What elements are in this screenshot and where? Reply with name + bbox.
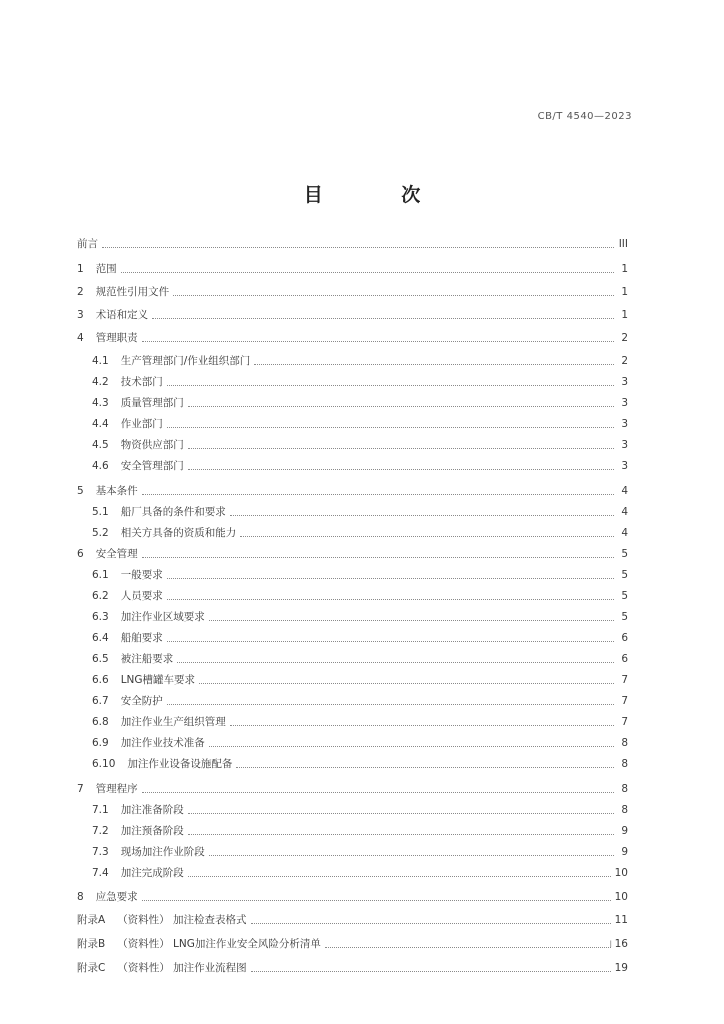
toc-entry[interactable]: [92, 526, 628, 540]
toc-entry-number: 附录A: [77, 914, 106, 926]
toc-entry-label: 加注准备阶段: [120, 804, 184, 816]
toc-entry-page: 9: [621, 846, 628, 858]
toc-entry-label: 一般要求: [120, 569, 163, 581]
toc-entry-number: 1: [77, 263, 84, 275]
toc-entry[interactable]: [92, 715, 628, 729]
toc-entry-number: 4.4: [92, 418, 109, 430]
toc-entry[interactable]: [77, 913, 628, 927]
toc-leader-dots: [142, 899, 611, 901]
toc-entry-page: 5: [621, 569, 628, 581]
toc-entry-page: 1: [621, 286, 628, 298]
toc-entry-number: 5.2: [92, 527, 109, 539]
toc-leader-dots: [188, 812, 614, 814]
toc-entry-label: LNG槽罐车要求: [120, 674, 196, 686]
toc-entry[interactable]: [92, 845, 628, 859]
toc-leader-dots: [102, 246, 614, 248]
toc-leader-dots: [240, 535, 614, 537]
toc-entry-page: 10: [614, 891, 628, 903]
toc-entry-page: 4: [621, 527, 628, 539]
toc-entry[interactable]: [92, 459, 628, 473]
toc-entry-number: 6.9: [92, 737, 109, 749]
toc-entry-label: 被注船要求: [120, 653, 174, 665]
toc-entry-number: 2: [77, 286, 84, 298]
toc-leader-dots: [230, 514, 614, 516]
toc-entry-page: 3: [621, 376, 628, 388]
toc-leader-dots: [209, 619, 614, 621]
toc-entry-page: 5: [621, 590, 628, 602]
toc-entry-label: （资料性） LNG加注作业安全风险分析清单: [117, 938, 321, 950]
toc-entry-page: 3: [621, 439, 628, 451]
toc-entry-page: 19: [614, 962, 628, 974]
toc-entry[interactable]: [92, 505, 628, 519]
toc-entry-number: 6.7: [92, 695, 109, 707]
toc-entry[interactable]: [92, 396, 628, 410]
toc-entry-label: 船厂具备的条件和要求: [120, 506, 226, 518]
toc-entry-number: 6.3: [92, 611, 109, 623]
toc-entry[interactable]: [92, 417, 628, 431]
toc-leader-dots: [188, 405, 614, 407]
toc-entry[interactable]: [77, 961, 628, 975]
toc-leader-dots: [236, 766, 614, 768]
toc-entry-page: 7: [621, 695, 628, 707]
toc-entry-number: 附录C: [77, 962, 106, 974]
toc-leader-dots: [167, 640, 614, 642]
toc-entry-label: 现场加注作业阶段: [120, 846, 205, 858]
toc-entry-page: 6: [621, 653, 628, 665]
toc-leader-dots: [325, 946, 611, 948]
toc-entry[interactable]: [77, 262, 628, 276]
toc-entry-number: 5.1: [92, 506, 109, 518]
toc-leader-dots: [188, 875, 611, 877]
toc-entry-page: 5: [621, 548, 628, 560]
toc-entry-number: 7.1: [92, 804, 109, 816]
toc-leader-dots: [167, 598, 614, 600]
toc-entry[interactable]: [77, 285, 628, 299]
toc-entry-label: 应急要求: [95, 891, 138, 903]
toc-leader-dots: [152, 317, 614, 319]
toc-entry-label: （资料性） 加注检查表格式: [117, 914, 247, 926]
toc-entry-label: 术语和定义: [95, 309, 149, 321]
toc-entry[interactable]: [77, 937, 628, 951]
toc-entry-page: 8: [621, 783, 628, 795]
toc-entry-page: 8: [621, 737, 628, 749]
toc-entry-label: 质量管理部门: [120, 397, 184, 409]
toc-entry-number: 6.4: [92, 632, 109, 644]
toc-entry-number: 6.10: [92, 758, 116, 770]
toc-entry-label: 加注预备阶段: [120, 825, 184, 837]
toc-entry-page: 16: [614, 938, 628, 950]
toc-leader-dots: [230, 724, 614, 726]
toc-entry[interactable]: [92, 652, 628, 666]
toc-entry[interactable]: [92, 803, 628, 817]
toc-entry-label: 加注作业技术准备: [120, 737, 205, 749]
toc-entry-page: 4: [621, 506, 628, 518]
toc-entry[interactable]: [77, 237, 628, 251]
toc-entry-page: 7: [621, 674, 628, 686]
toc-leader-dots: [167, 577, 614, 579]
toc-leader-dots: [177, 661, 614, 663]
toc-entry[interactable]: [92, 354, 628, 368]
toc-entry-number: 6.8: [92, 716, 109, 728]
toc-entry-page: 3: [621, 460, 628, 472]
toc-entry[interactable]: [92, 568, 628, 582]
toc-entry-page: 11: [614, 914, 628, 926]
toc-entry-label: 规范性引用文件: [95, 286, 170, 298]
toc-entry-page: 8: [621, 804, 628, 816]
toc-entry-label: 前言: [77, 238, 98, 250]
toc-leader-dots: [142, 556, 614, 558]
toc-entry-page: 9: [621, 825, 628, 837]
toc-entry-label: （资料性） 加注作业流程图: [117, 962, 247, 974]
toc-leader-dots: [142, 340, 614, 342]
toc-entry-number: 6.5: [92, 653, 109, 665]
toc-entry-label: 作业部门: [120, 418, 163, 430]
toc-entry-number: 6.2: [92, 590, 109, 602]
toc-entry-page: 5: [621, 611, 628, 623]
toc-leader-dots: [251, 970, 611, 972]
toc-leader-dots: [188, 468, 614, 470]
toc-entry-number: 4.5: [92, 439, 109, 451]
toc-entry-number: 4.1: [92, 355, 109, 367]
toc-entry[interactable]: [77, 547, 628, 561]
toc-entry-label: 加注作业生产组织管理: [120, 716, 226, 728]
toc-entry-number: 4: [77, 332, 84, 344]
toc-entry-number: 7.4: [92, 867, 109, 879]
toc-entry-number: 4.2: [92, 376, 109, 388]
toc-entry-label: 范围: [95, 263, 117, 275]
toc-entry-page: 3: [621, 418, 628, 430]
toc-entry-page: 7: [621, 716, 628, 728]
toc-entry[interactable]: [92, 824, 628, 838]
toc-entry-number: 4.6: [92, 460, 109, 472]
toc-entry-label: 加注完成阶段: [120, 867, 184, 879]
toc-leader-dots: [142, 791, 614, 793]
toc-entry-number: 7.3: [92, 846, 109, 858]
toc-entry[interactable]: [92, 610, 628, 624]
toc-entry-number: 7.2: [92, 825, 109, 837]
toc-leader-dots: [173, 294, 614, 296]
toc-entry[interactable]: [92, 736, 628, 750]
toc-entry-label: 物资供应部门: [120, 439, 184, 451]
toc-leader-dots: [188, 833, 614, 835]
toc-entry[interactable]: [77, 331, 628, 345]
toc-leader-dots: [254, 363, 614, 365]
toc-entry-page: 1: [621, 309, 628, 321]
standard-code: CB/T 4540—2023: [537, 111, 632, 122]
toc-entry-label: 基本条件: [95, 485, 138, 497]
toc-entry-page: 6: [621, 632, 628, 644]
toc-entry-page: 3: [621, 397, 628, 409]
toc-leader-dots: [188, 447, 614, 449]
toc-entry-number: 8: [77, 891, 84, 903]
toc-entry[interactable]: [77, 890, 628, 904]
toc-leader-dots: [167, 426, 614, 428]
toc-entry-page: 4: [621, 485, 628, 497]
toc-entry-label: 管理程序: [95, 783, 138, 795]
toc-leader-dots: [167, 703, 614, 705]
toc-entry-label: 管理职责: [95, 332, 138, 344]
toc-entry-label: 船舶要求: [120, 632, 163, 644]
toc-entry-page: 2: [621, 332, 628, 344]
toc-entry-number: 附录B: [77, 938, 106, 950]
toc-entry-label: 安全管理: [95, 548, 138, 560]
toc-leader-dots: [199, 682, 614, 684]
toc-entry-number: 7: [77, 783, 84, 795]
toc-entry-page: 2: [621, 355, 628, 367]
toc-entry-label: 安全管理部门: [120, 460, 184, 472]
toc-entry[interactable]: [92, 866, 628, 880]
toc-entry[interactable]: [92, 673, 628, 687]
toc-entry[interactable]: [77, 782, 628, 796]
toc-entry-label: 安全防护: [120, 695, 163, 707]
toc-entry-number: 3: [77, 309, 84, 321]
toc-entry-label: 加注作业设备设施配备: [127, 758, 233, 770]
toc-entry[interactable]: [77, 308, 628, 322]
toc-entry-page: 8: [621, 758, 628, 770]
toc-entry[interactable]: [92, 757, 628, 771]
toc-entry-label: 人员要求: [120, 590, 163, 602]
toc-leader-dots: [142, 493, 614, 495]
toc-entry-label: 生产管理部门/作业组织部门: [120, 355, 251, 367]
toc-entry[interactable]: [92, 589, 628, 603]
toc-entry-label: 技术部门: [120, 376, 163, 388]
page-number-mark: I: [609, 940, 612, 950]
toc-entry-number: 6.6: [92, 674, 109, 686]
toc-leader-dots: [167, 384, 614, 386]
toc-entry[interactable]: [77, 484, 628, 498]
toc-entry-label: 加注作业区域要求: [120, 611, 205, 623]
toc-leader-dots: [121, 271, 614, 273]
toc-entry[interactable]: [92, 375, 628, 389]
toc-entry[interactable]: [92, 694, 628, 708]
toc-leader-dots: [251, 922, 611, 924]
toc-leader-dots: [209, 854, 614, 856]
toc-entry-page: 10: [614, 867, 628, 879]
toc-entry-page: 1: [621, 263, 628, 275]
toc-entry[interactable]: [92, 631, 628, 645]
toc-entry-number: 6: [77, 548, 84, 560]
toc-entry-number: 5: [77, 485, 84, 497]
page-title: 目 次: [303, 184, 457, 206]
toc-leader-dots: [209, 745, 614, 747]
toc-entry-label: 相关方具备的资质和能力: [120, 527, 237, 539]
toc-entry-number: 6.1: [92, 569, 109, 581]
toc-entry[interactable]: [92, 438, 628, 452]
toc-entry-number: 4.3: [92, 397, 109, 409]
toc-entry-page: III: [618, 238, 628, 250]
